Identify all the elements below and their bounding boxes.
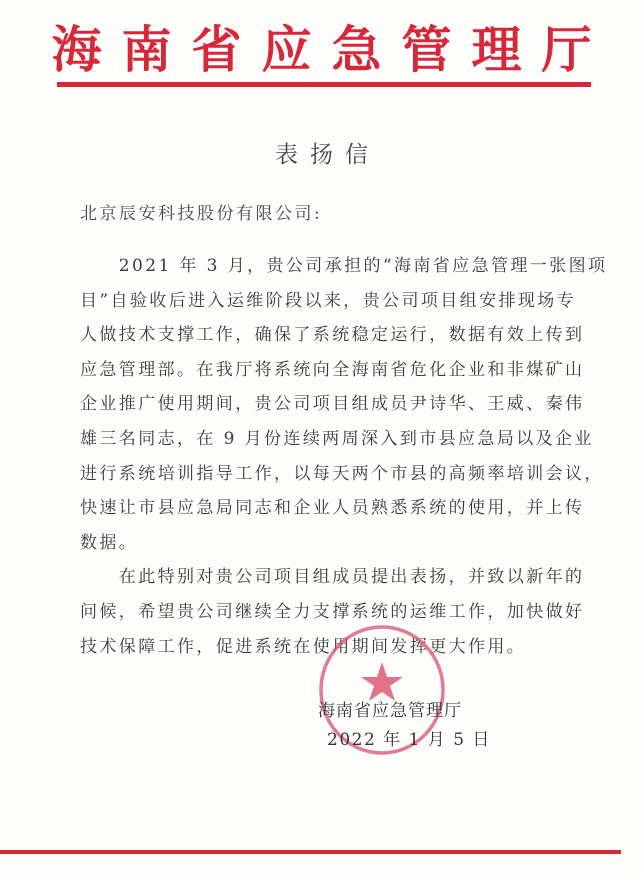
salutation: 北京辰安科技股份有限公司: <box>80 204 323 224</box>
paragraph-line: 技术保障工作，促进系统在使用期间发挥更大作用。 <box>80 636 527 657</box>
paragraph-line: 企业推广使用期间，贵公司项目组成员尹诗华、王威、秦伟 <box>80 394 585 415</box>
letterhead-org-name: 海南省应急管理厅 <box>51 20 612 79</box>
paragraph-line: 进行系统培训指导工作，以每天两个市县的高频率培训会议， <box>80 463 604 484</box>
letterhead-divider <box>57 82 591 87</box>
paragraph-line: 2021 年 3 月，贵公司承担的“海南省应急管理一张图项 <box>80 256 608 276</box>
footer-divider <box>0 850 621 854</box>
paragraph-line: 快速让市县应急局同志和企业人员熟悉系统的使用，并上传 <box>80 498 585 519</box>
paragraph-line: 在此特别对贵公司项目组成员提出表扬，并致以新年的 <box>80 567 585 588</box>
paragraph-line: 数据。 <box>80 532 139 553</box>
paragraph-line: 雄三名同志，在 9 月份连续两周深入到市县应急局以及企业 <box>80 428 594 449</box>
paragraph-line: 目”自验收后进入运维阶段以来，贵公司项目组安排现场专 <box>80 290 577 311</box>
paragraph-line: 人做技术支撑工作，确保了系统稳定运行，数据有效上传到 <box>80 325 585 346</box>
letter-title: 表扬信 <box>275 142 380 168</box>
letter-body <box>80 249 610 664</box>
letter-date: 2022 年 1 月 5 日 <box>327 730 491 750</box>
paragraph-1 <box>80 249 610 560</box>
paragraph-line: 应急管理部。在我厅将系统向全海南省危化企业和非煤矿山 <box>80 359 585 380</box>
signature: 海南省应急管理厅 <box>318 701 462 721</box>
paragraph-line: 问候，希望贵公司继续全力支撑系统的运维工作，加快做好 <box>80 601 585 622</box>
